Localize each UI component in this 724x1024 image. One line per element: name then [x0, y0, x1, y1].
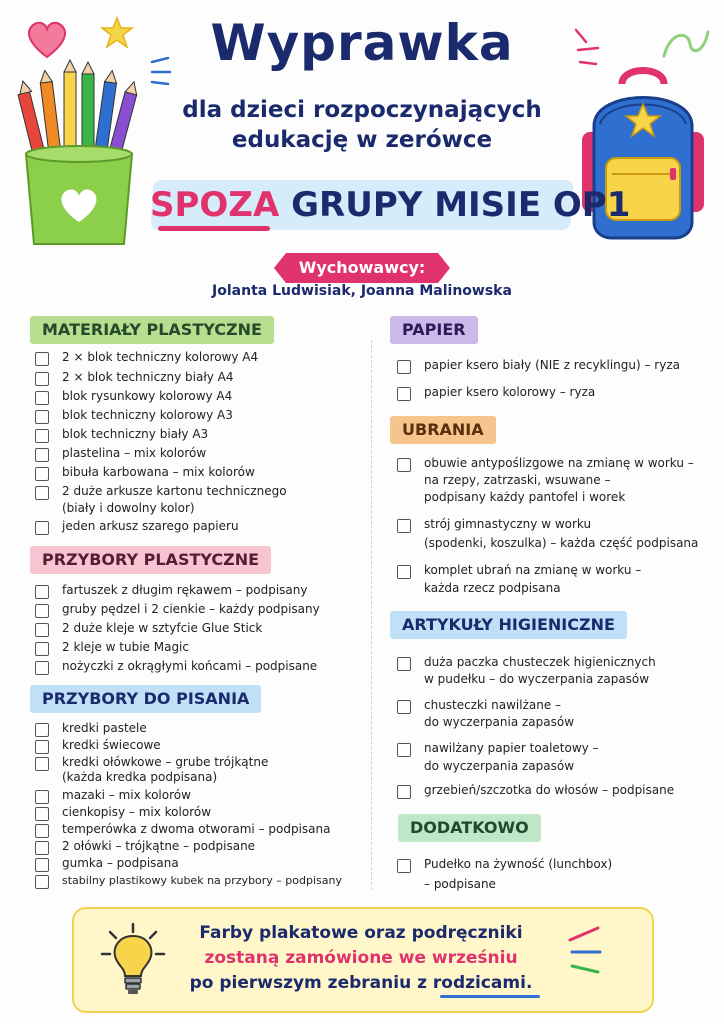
list-item: nożyczki z okrągłymi końcami – podpisane: [62, 659, 318, 673]
group-banner: [150, 182, 631, 228]
checkbox[interactable]: [35, 448, 49, 462]
list-item-continuation: – podpisane: [424, 877, 496, 891]
list-item: bibuła karbowana – mix kolorów: [62, 465, 255, 479]
checkbox[interactable]: [35, 467, 49, 481]
list-item: duża paczka chusteczek higienicznych: [424, 655, 656, 669]
teachers-names: Jolanta Ludwisiak, Joanna Malinowska: [212, 283, 512, 299]
column-divider: [371, 340, 372, 890]
checkbox[interactable]: [35, 642, 49, 656]
list-item-continuation: (biały i dowolny kolor): [62, 501, 195, 515]
section-title-higiena: ARTYKUŁY HIGIENICZNE: [390, 611, 627, 639]
checkbox[interactable]: [35, 352, 49, 366]
note-underline: [440, 995, 540, 998]
checkbox[interactable]: [35, 410, 49, 424]
checkbox[interactable]: [35, 757, 49, 771]
list-item-continuation: (spodenki, koszulka) – każda część podpisana: [424, 536, 699, 550]
list-item: 2 duże arkusze kartonu technicznego: [62, 484, 287, 498]
page-title: Wyprawka: [210, 14, 514, 72]
list-item: temperówka z dwoma otworami – podpisana: [62, 822, 331, 836]
list-item: jeden arkusz szarego papieru: [62, 519, 239, 533]
list-item: 2 ołówki – trójkątne – podpisane: [62, 839, 256, 853]
note-line-2: zostaną zamówione we wrześniu: [204, 948, 518, 968]
section-title-materialy: MATERIAŁY PLASTYCZNE: [30, 316, 274, 344]
group-highlight: SPOZA: [150, 185, 280, 225]
checkbox[interactable]: [397, 859, 411, 873]
list-item: mazaki – mix kolorów: [62, 788, 191, 802]
page-subtitle-line2: edukację w zerówce: [231, 127, 493, 153]
list-item: blok techniczny kolorowy A3: [62, 408, 233, 422]
list-item: fartuszek z długim rękawem – podpisany: [62, 583, 308, 597]
list-item: obuwie antypoślizgowe na zmianę w worku –: [424, 456, 694, 470]
list-item: gumka – podpisana: [62, 856, 179, 870]
list-item: 2 × blok techniczny biały A4: [62, 370, 234, 384]
list-item: blok rysunkowy kolorowy A4: [62, 389, 233, 403]
checkbox[interactable]: [35, 604, 49, 618]
checkbox[interactable]: [35, 486, 49, 500]
list-item: plastelina – mix kolorów: [62, 446, 207, 460]
list-item: cienkopisy – mix kolorów: [62, 805, 212, 819]
section-title-dodatkowo: DODATKOWO: [398, 814, 541, 842]
list-item: nawilżany papier toaletowy –: [424, 741, 599, 755]
list-item-continuation: do wyczerpania zapasów: [424, 715, 575, 729]
section-title-papier: PAPIER: [390, 316, 478, 344]
list-item-continuation: (każda kredka podpisana): [62, 770, 218, 784]
checkbox[interactable]: [35, 858, 49, 872]
section-title-przybory-do-pisania: PRZYBORY DO PISANIA: [30, 685, 261, 713]
section-title-ubrania: UBRANIA: [390, 416, 496, 444]
checkbox[interactable]: [397, 657, 411, 671]
list-item-continuation: podpisany każdy pantofel i worek: [424, 490, 626, 504]
checkbox[interactable]: [397, 360, 411, 374]
list-item: kredki pastele: [62, 721, 147, 735]
teachers-label: Wychowawcy:: [286, 253, 438, 283]
list-item: Pudełko na żywność (lunchbox): [424, 857, 613, 871]
checkbox[interactable]: [35, 841, 49, 855]
list-item-continuation: w pudełku – do wyczerpania zapasów: [424, 672, 650, 686]
checkbox[interactable]: [35, 807, 49, 821]
checkbox[interactable]: [397, 519, 411, 533]
list-item-continuation: każda rzecz podpisana: [424, 581, 561, 595]
checkbox[interactable]: [397, 565, 411, 579]
checkbox[interactable]: [397, 743, 411, 757]
checkbox[interactable]: [397, 458, 411, 472]
list-item: 2 × blok techniczny kolorowy A4: [62, 350, 259, 364]
list-item-continuation: do wyczerpania zapasów: [424, 759, 575, 773]
checkbox[interactable]: [35, 521, 49, 535]
list-item: kredki ołówkowe – grube trójkątne: [62, 755, 269, 769]
checkbox[interactable]: [397, 387, 411, 401]
checkbox[interactable]: [397, 700, 411, 714]
list-item: 2 kleje w tubie Magic: [62, 640, 189, 654]
note-line-1: Farby plakatowe oraz podręczniki: [199, 923, 523, 943]
group-name: GRUPY MISIE OP1: [291, 185, 631, 225]
list-item: grzebień/szczotka do włosów – podpisane: [424, 783, 675, 797]
checkbox[interactable]: [35, 372, 49, 386]
checkbox[interactable]: [35, 391, 49, 405]
list-item: papier ksero biały (NIE z recyklingu) – ryza: [424, 358, 680, 372]
checkbox[interactable]: [35, 740, 49, 754]
checkbox[interactable]: [35, 661, 49, 675]
list-item: kredki świecowe: [62, 738, 161, 752]
checkbox[interactable]: [35, 723, 49, 737]
checkbox[interactable]: [35, 790, 49, 804]
page-subtitle-line1: dla dzieci rozpoczynających: [182, 97, 542, 123]
list-item: stabilny plastikowy kubek na przybory – podpisany: [62, 874, 342, 887]
checkbox[interactable]: [35, 429, 49, 443]
checkbox[interactable]: [397, 785, 411, 799]
checkbox[interactable]: [35, 824, 49, 838]
pencil-cup-icon: [14, 58, 144, 254]
list-item: papier ksero kolorowy – ryza: [424, 385, 596, 399]
list-item: gruby pędzel i 2 cienkie – każdy podpisany: [62, 602, 320, 616]
list-item-continuation: na rzepy, zatrzaski, wsuwane –: [424, 473, 611, 487]
highlight-underline: [158, 226, 270, 231]
section-title-przybory-plastyczne: PRZYBORY PLASTYCZNE: [30, 546, 271, 574]
list-item: blok techniczny biały A3: [62, 427, 209, 441]
list-item: chusteczki nawilżane –: [424, 698, 562, 712]
checkbox[interactable]: [35, 623, 49, 637]
checkbox[interactable]: [35, 875, 49, 889]
list-item: komplet ubrań na zmianę w worku –: [424, 563, 642, 577]
note-line-3: po pierwszym zebraniu z rodzicami.: [189, 973, 533, 993]
list-item: 2 duże kleje w sztyfcie Glue Stick: [62, 621, 263, 635]
checkbox[interactable]: [35, 585, 49, 599]
list-item: strój gimnastyczny w worku: [424, 517, 592, 531]
